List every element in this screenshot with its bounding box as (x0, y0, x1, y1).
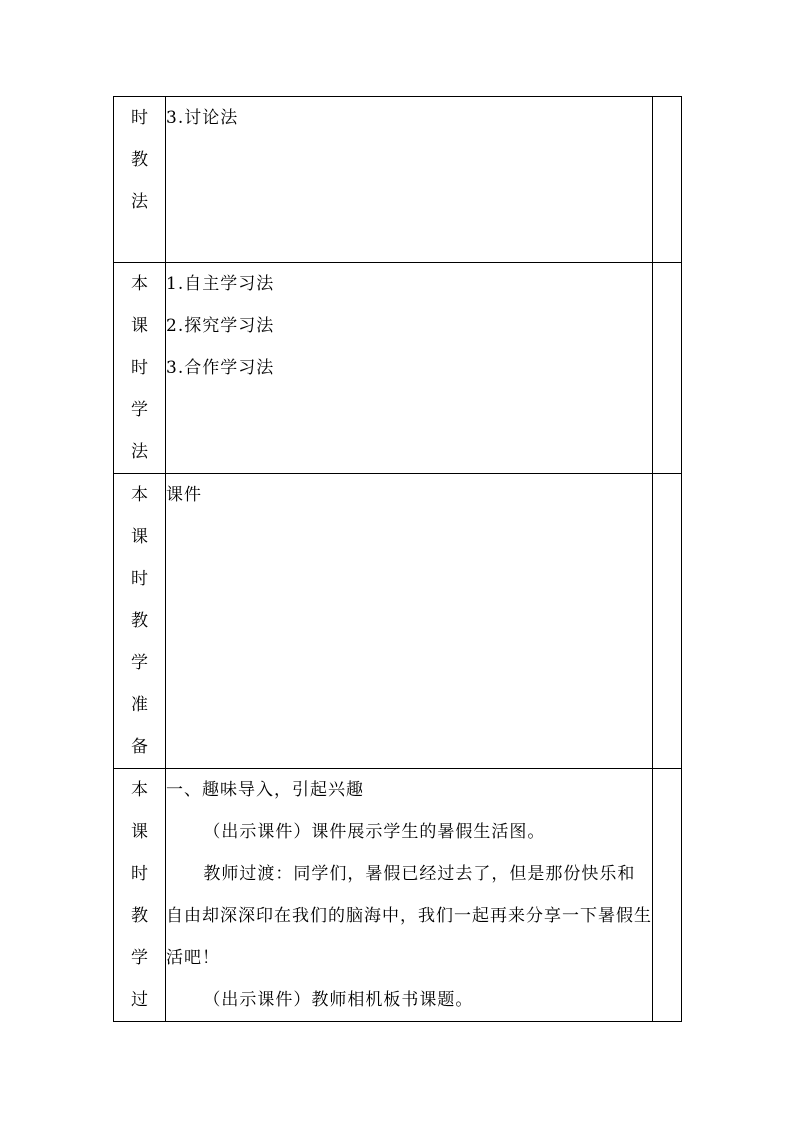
label-char: 课 (131, 316, 148, 336)
label-char: 本 (131, 274, 148, 294)
content-line: 课件 (166, 485, 202, 505)
row-label-teaching-preparation (114, 474, 166, 769)
row-label-teaching-process (114, 769, 166, 1022)
label-char: 教 (131, 150, 148, 170)
label-char: 本 (131, 780, 148, 800)
label-char: 过 (131, 990, 148, 1010)
label-char: 时 (131, 569, 148, 589)
label-char: 法 (131, 442, 148, 462)
table-row-teaching-process (114, 769, 682, 1022)
label-char: 法 (131, 192, 148, 212)
label-char: 学 (131, 400, 148, 420)
table-row-learning-method (114, 263, 682, 474)
label-char: 学 (131, 653, 148, 673)
content-paragraph: （出示课件）课件展示学生的暑假生活图。 (203, 822, 546, 842)
row-content-teaching-method (166, 97, 653, 263)
table-row-teaching-preparation (114, 474, 682, 769)
row-content-learning-method (166, 263, 653, 474)
content-line: 2.探究学习法 (166, 316, 275, 336)
section-heading: 一、趣味导入，引起兴趣 (166, 780, 364, 800)
label-char: 时 (131, 358, 148, 378)
notes-cell (653, 474, 682, 769)
label-char: 教 (131, 906, 148, 926)
lesson-plan-table (113, 96, 682, 1022)
content-line: 3.合作学习法 (166, 358, 275, 378)
content-paragraph: 教师过渡：同学们，暑假已经过去了，但是那份快乐和自由却深深印在我们的脑海中，我们一起再来分享一下暑假生活吧！ (166, 864, 652, 968)
label-char: 本 (131, 485, 148, 505)
label-char: 准 (131, 695, 148, 715)
row-label-learning-method (114, 263, 166, 474)
label-char: 时 (131, 864, 148, 884)
row-label-teaching-method (114, 97, 166, 263)
table-row-teaching-method (114, 97, 682, 263)
notes-cell (653, 769, 682, 1022)
notes-cell (653, 263, 682, 474)
label-char: 课 (131, 822, 148, 842)
row-content-teaching-preparation (166, 474, 653, 769)
label-char: 学 (131, 948, 148, 968)
content-line: 3.讨论法 (166, 108, 239, 128)
content-paragraph: （出示课件）教师相机板书课题。 (203, 990, 474, 1010)
notes-cell (653, 97, 682, 263)
label-char: 备 (131, 737, 148, 757)
label-char: 教 (131, 611, 148, 631)
label-char: 时 (131, 108, 148, 128)
row-content-teaching-process (166, 769, 653, 1022)
content-line: 1.自主学习法 (166, 274, 275, 294)
label-char: 课 (131, 527, 148, 547)
